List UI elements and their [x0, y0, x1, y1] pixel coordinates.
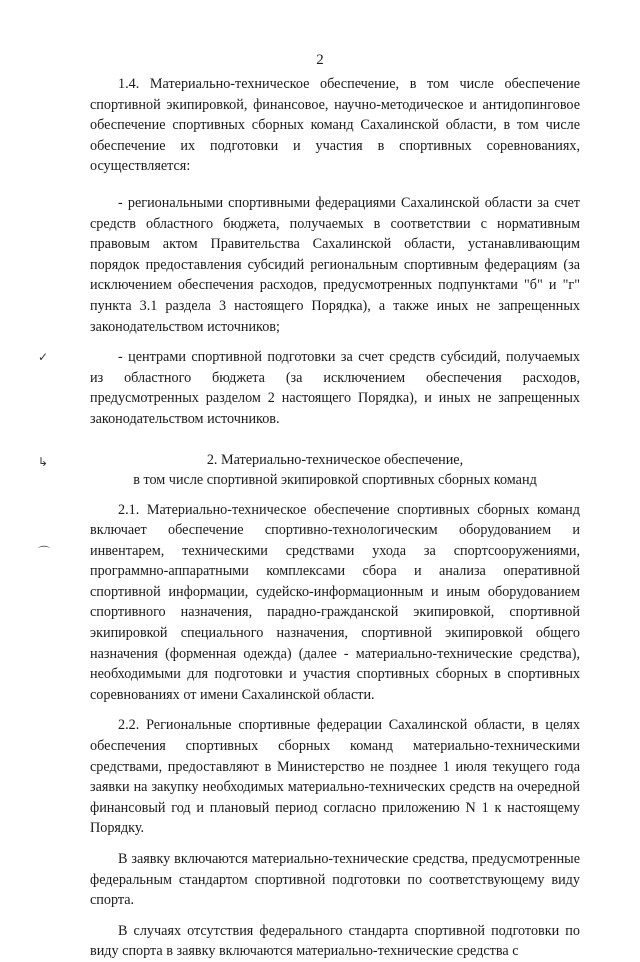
paragraph-2-2: 2.2. Региональные спортивные федерации Сахалинской области, в целях обеспечения спортивных сборных команд материально-техническими средствами, предоставляют в Министерство не позднее 1 июля текущего года заявки на закупку необходимых материально-технических средств на очередной финансовый год и плановый период согласно приложению N 1 к настоящему Порядку. [90, 717, 580, 837]
paragraph-request-contents: В заявку включаются материально-технические средства, предусмотренные федеральным стандартом спортивной подготовки по соответствующему виду спорта. [90, 851, 580, 909]
document-body [90, 74, 580, 962]
paragraph-1-4: 1.4. Материально-техническое обеспечение, в том числе обеспечение спортивной экипировкой, финансовое, научно-методическое и антидопинговое обеспечение спортивных сборных команд Сахалинской области, в том числе обеспечение их подготовки и участия в спортивных соревнованиях, осуществляется: [90, 76, 580, 175]
margin-mark: ↳ [38, 455, 49, 469]
margin-mark: ✓ [38, 350, 49, 364]
list-item-federations: - региональными спортивными федерациями Сахалинской области за счет средств областного бюджета, получаемых в соответствии с нормативным правовым актом Правительства Сахалинской области, устанавливающим порядок предоставления субсидий региональным спортивным федерациям (за исключением обеспечения расходов, предусмотренных подпунктами "б" и "г" пункта 3.1 раздела 3 настоящего Порядка), а также иных не запрещенных законодательством источников; [90, 194, 580, 335]
section-2-heading [90, 450, 580, 490]
list-item-centers: - центрами спортивной подготовки за счет средств субсидий, получаемых из областного бюджета (за исключением обеспечения расходов, предусмотренных разделом 2 настоящего Порядка), и иных не запрещенных законодательством источников. [90, 349, 580, 427]
page-number: 2 [316, 52, 324, 68]
section-2-heading-line1: 2. Материально-техническое обеспечение, [206, 451, 464, 468]
paragraph-2-1: 2.1. Материально-техническое обеспечение спортивных сборных команд включает обеспечение спортивно-технологическим оборудованием и инвентарем, техническими средствами ухода за спортсооружениями, программно-аппаратными комплексами сбора и анализа оперативной спортивной информации, судейско-информационным и иным оборудованием спортивного назначения, парадно-гражданской экипировкой, спортивной экипировкой специального назначения, спортивной экипировкой общего назначения (форменная одежда) (далее - материально-технические средства), необходимыми для подготовки и участия спортивных сборных в спортивных соревнованиях от имени Сахалинской области. [90, 501, 580, 703]
section-2-heading-line2: в том числе спортивной экипировкой спортивных сборных команд [133, 471, 537, 488]
margin-mark: ⌒ [38, 545, 51, 559]
paragraph-no-standard: В случаях отсутствия федерального стандарта спортивной подготовки по виду спорта в заявку включаются материально-технические средства с [90, 922, 580, 960]
